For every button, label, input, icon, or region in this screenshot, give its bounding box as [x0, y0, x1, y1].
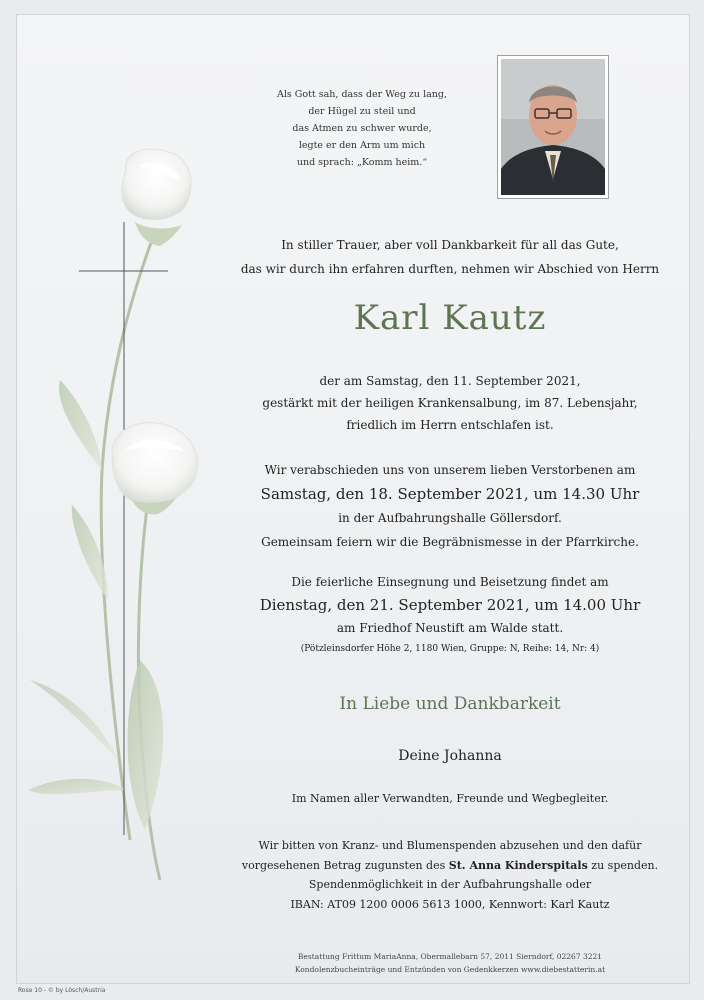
footer-line-1: Bestattung Frittum MariaAnna, Obermallebarn 57, 2011 Sierndorf, 02267 3221: [297, 952, 603, 961]
quote-line: legte er den Arm um mich: [298, 140, 426, 151]
quote-line: das Atmen zu schwer wurde,: [292, 123, 432, 134]
death-line: gestärkt mit der heiligen Krankensalbung, im 87. Lebensjahr,: [262, 396, 638, 410]
death-line: der am Samstag, den 11. September 2021,: [319, 374, 581, 388]
quote-line: Als Gott sah, dass der Weg zu lang,: [276, 89, 447, 100]
donation-line-1: Wir bitten von Kranz- und Blumenspenden abzusehen und den dafür: [258, 839, 642, 852]
signer-name: Deine Johanna: [398, 748, 502, 764]
burial-info: [220, 571, 680, 658]
donation-line-3: Spendenmöglichkeit in der Aufbahrungshalle oder: [308, 878, 592, 891]
charity-name: St. Anna Kinderspitals: [448, 858, 588, 872]
donation-request: [220, 836, 680, 914]
burial-address: (Pötzleinsdorfer Höhe 2, 1180 Wien, Gruppe: N, Reihe: 14, Nr: 4): [300, 644, 600, 654]
farewell-mass: Gemeinsam feiern wir die Begräbnismesse in der Pfarrkirche.: [261, 535, 639, 549]
death-notice: [220, 370, 680, 436]
undertaker-footer: [220, 950, 680, 976]
portrait-image: [501, 59, 605, 195]
farewell-info: [220, 458, 680, 554]
burial-place: am Friedhof Neustift am Walde statt.: [336, 621, 564, 635]
burial-date: Dienstag, den 21. September 2021, um 14.00 Uhr: [259, 596, 641, 614]
intro-line: In stiller Trauer, aber voll Dankbarkeit für all das Gute,: [281, 238, 619, 252]
quote-line: und sprach: „Komm heim.“: [296, 157, 428, 168]
farewell-intro: Wir verabschieden uns von unserem lieben Verstorbenen am: [264, 463, 636, 477]
farewell-date: Samstag, den 18. September 2021, um 14.30 Uhr: [260, 485, 640, 503]
image-credit: Rose 10 - © by Lösch/Austria: [18, 987, 106, 994]
portrait-photo: [497, 55, 609, 199]
memorial-quote: [262, 86, 462, 171]
footer-line-2: Kondolenzbucheinträge und Entzünden von Gedenkkerzen www.diebestatterin.at: [294, 965, 606, 974]
relatives-line: Im Namen aller Verwandten, Freunde und Wegbegleiter.: [291, 792, 609, 805]
intro-line: das wir durch ihn erfahren durften, nehmen wir Abschied von Herrn: [240, 262, 660, 276]
donation-line-2: [220, 856, 680, 876]
quote-line: der Hügel zu steil und: [308, 106, 416, 117]
farewell-place: in der Aufbahrungshalle Göllersdorf.: [338, 511, 562, 525]
death-line: friedlich im Herrn entschlafen ist.: [346, 418, 554, 432]
deceased-name: Karl Kautz: [353, 298, 547, 338]
donation-iban: IBAN: AT09 1200 0006 5613 1000, Kennwort: Karl Kautz: [290, 897, 610, 911]
love-heading: In Liebe und Dankbarkeit: [339, 694, 561, 714]
intro-text: [220, 233, 680, 281]
donation-line-2-post: zu spenden.: [587, 858, 659, 872]
burial-intro: Die feierliche Einsegnung und Beisetzung findet am: [291, 575, 609, 589]
donation-line-2-pre: vorgesehenen Betrag zugunsten des: [241, 858, 449, 872]
